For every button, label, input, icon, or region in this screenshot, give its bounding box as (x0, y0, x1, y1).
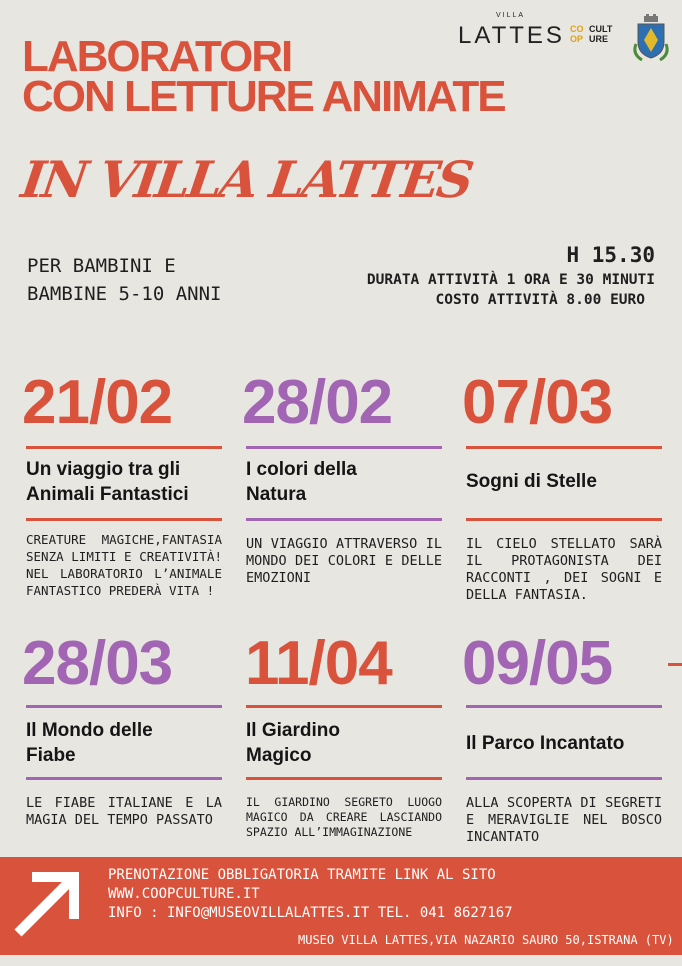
event-date: 11/04 (245, 629, 392, 698)
script-subtitle: IN VILLA LATTES (17, 150, 475, 209)
audience-line-1: PER BAMBINI E (27, 255, 176, 277)
event-description: CREATURE MAGICHE,FANTASIA SENZA LIMITI E CREATIVITÀ! NEL LABORATORIO L’ANIMALE FANTASTICO PREDERÀ VITA ! (26, 532, 222, 598)
divider (466, 446, 662, 449)
divider (246, 705, 442, 708)
event-title-line: I colori della (246, 459, 357, 480)
logo-villa-main: LATTES (458, 22, 565, 49)
event-date: 28/02 (242, 368, 393, 437)
logo-coop-b: CULT (589, 24, 613, 34)
divider (26, 446, 222, 449)
arrow-up-right-icon (10, 869, 82, 941)
event-date: 09/05 (462, 629, 613, 698)
event-title (466, 469, 666, 494)
footer-contact-info: INFO : INFO@MUSEOVILLALATTES.IT TEL. 041 8627167 (108, 905, 513, 921)
event-title-line: Sogni di Stelle (466, 471, 597, 492)
title-line-1: LABORATORI (22, 32, 292, 81)
logo-coop-c: OP (570, 34, 584, 44)
event-description: IL GIARDINO SEGRETO LUOGO MAGICO DA CREARE LASCIANDO SPAZIO ALL’IMMAGINAZIONE (246, 795, 442, 839)
event-description: ALLA SCOPERTA DI SEGRETI E MERAVIGLIE NEL BOSCO INCANTATO (466, 795, 662, 845)
divider (466, 518, 662, 521)
event-title (246, 718, 446, 768)
coat-of-arms-icon (632, 14, 670, 62)
footer-address: MUSEO VILLA LATTES,VIA NAZARIO SAURO 50,ISTRANA (TV) (298, 933, 674, 947)
event-duration: DURATA ATTIVITÀ 1 ORA E 30 MINUTI (366, 272, 655, 288)
event-title (246, 457, 446, 507)
footer-banner (0, 857, 682, 955)
logo-coop-d: URE (589, 34, 609, 44)
title-line-2: CON LETTURE ANIMATE (22, 72, 505, 121)
divider (466, 705, 662, 708)
event-date: 28/03 (22, 629, 173, 698)
event-title (26, 718, 226, 768)
event-title-line: Natura (246, 484, 307, 505)
divider (26, 705, 222, 708)
divider (668, 663, 682, 666)
villa-lattes-logo (456, 12, 565, 52)
event-description: LE FIABE ITALIANE E LA MAGIA DEL TEMPO PASSATO (26, 795, 222, 828)
event-title-line: Animali Fantastici (26, 484, 189, 505)
event-cost: COSTO ATTIVITÀ 8.00 EURO (435, 292, 645, 308)
divider (246, 446, 442, 449)
event-title (466, 731, 666, 756)
logo-coop-a: CO (570, 24, 584, 34)
divider (26, 518, 222, 521)
event-title-line: Il Mondo delle (26, 720, 153, 741)
divider (246, 518, 442, 521)
logo-villa-small: VILLA (496, 12, 526, 19)
event-description: UN VIAGGIO ATTRAVERSO IL MONDO DEI COLORI E DELLE EMOZIONI (246, 536, 442, 586)
footer-website-link[interactable]: WWW.COOPCULTURE.IT (108, 886, 260, 902)
divider (466, 777, 662, 780)
event-time: H 15.30 (566, 243, 655, 267)
event-title-line: Il Parco Incantato (466, 733, 625, 754)
divider (246, 777, 442, 780)
event-title-line: Il Giardino (246, 720, 340, 741)
audience-text (27, 252, 221, 308)
event-title-line: Magico (246, 745, 312, 766)
footer-booking-text: PRENOTAZIONE OBBLIGATORIA TRAMITE LINK AL SITO (108, 867, 496, 883)
event-title-line: Un viaggio tra gli (26, 459, 181, 480)
event-date: 07/03 (462, 368, 613, 437)
event-date: 21/02 (22, 368, 173, 437)
event-title (26, 457, 226, 507)
coopculture-logo (570, 24, 618, 46)
divider (26, 777, 222, 780)
event-description: IL CIELO STELLATO SARÀ IL PROTAGONISTA DEI RACCONTI , DEI SOGNI E DELLA FANTASIA. (466, 536, 662, 603)
audience-line-2: BAMBINE 5-10 ANNI (27, 283, 222, 305)
event-title-line: Fiabe (26, 745, 76, 766)
